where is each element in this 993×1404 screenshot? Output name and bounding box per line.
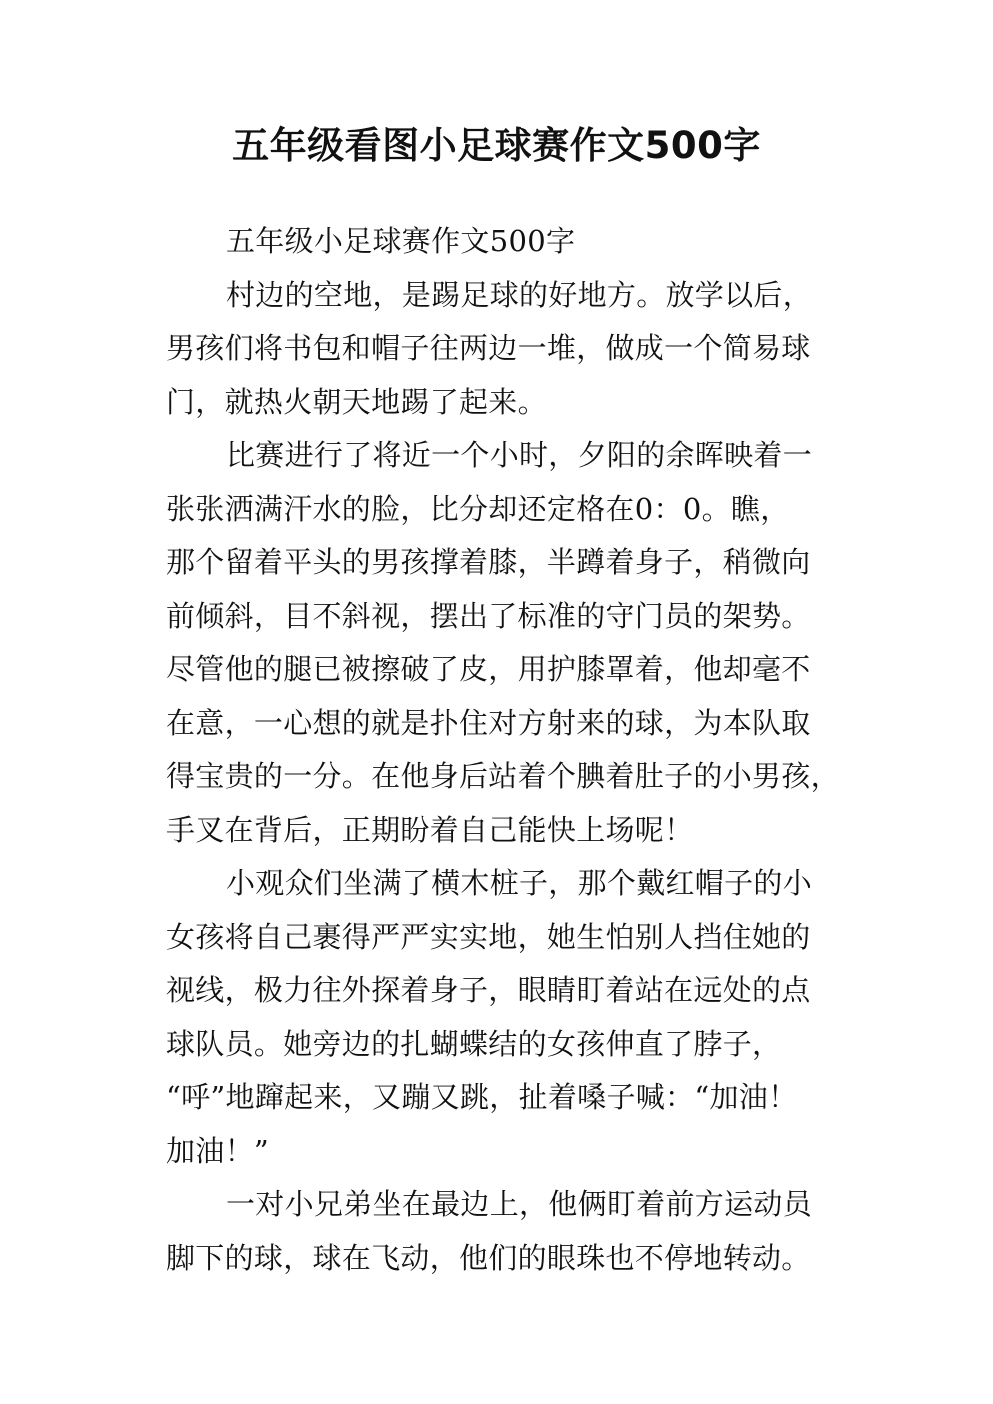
paragraph-2-line-4: 前倾斜，目不斜视，摆出了标准的守门员的架势。 <box>166 598 811 633</box>
paragraph-2-line-7: 得宝贵的一分。在他身后站着个腆着肚子的小男孩， <box>166 759 840 793</box>
subtitle-line: 五年级小足球赛作文500字 <box>226 224 576 258</box>
paragraph-2-line-1: 比赛进行了将近一个小时，夕阳的余晖映着一 <box>226 438 813 472</box>
paragraph-2-line-2: 张张洒满汗水的脸，比分却还定格在0：0。瞧， <box>166 491 790 526</box>
paragraph-1-line-3: 门，就热火朝天地踢了起来。 <box>166 384 547 419</box>
paragraph-2-line-3: 那个留着平头的男孩撑着膝，半蹲着身子，稍微向 <box>166 545 811 579</box>
paragraph-4-line-2: 脚下的球，球在飞动，他们的眼珠也不停地转动。 <box>166 1240 811 1275</box>
paragraph-3-line-4: 球队员。她旁边的扎蝴蝶结的女孩伸直了脖子， <box>166 1026 782 1061</box>
paragraph-3-line-1: 小观众们坐满了横木桩子，那个戴红帽子的小 <box>226 866 813 900</box>
paragraph-1-line-1: 村边的空地，是踢足球的好地方。放学以后， <box>226 277 813 312</box>
paragraph-1-line-2: 男孩们将书包和帽子往两边一堆，做成一个简易球 <box>166 331 811 365</box>
document-body <box>166 215 840 1285</box>
paragraph-3-line-3: 视线，极力往外探着身子，眼睛盯着站在远处的点 <box>166 973 811 1007</box>
paragraph-2-line-5: 尽管他的腿已被擦破了皮，用护膝罩着，他却毫不 <box>166 652 811 686</box>
paragraph-3-line-5: “呼”地蹿起来，又蹦又跳，扯着嗓子喊：“加油！ <box>166 1080 798 1114</box>
paragraph-3-line-6: 加油！” <box>166 1133 270 1168</box>
paragraph-3-line-2: 女孩将自己裹得严严实实地，她生怕别人挡住她的 <box>166 919 811 954</box>
paragraph-4-line-1: 一对小兄弟坐在最边上，他俩盯着前方运动员 <box>226 1187 813 1221</box>
paragraph-2-line-6: 在意，一心想的就是扑住对方射来的球，为本队取 <box>166 705 811 740</box>
paragraph-2-line-8: 手叉在背后，正期盼着自己能快上场呢！ <box>166 812 694 847</box>
document-title: 五年级看图小足球赛作文500字 <box>232 124 761 167</box>
